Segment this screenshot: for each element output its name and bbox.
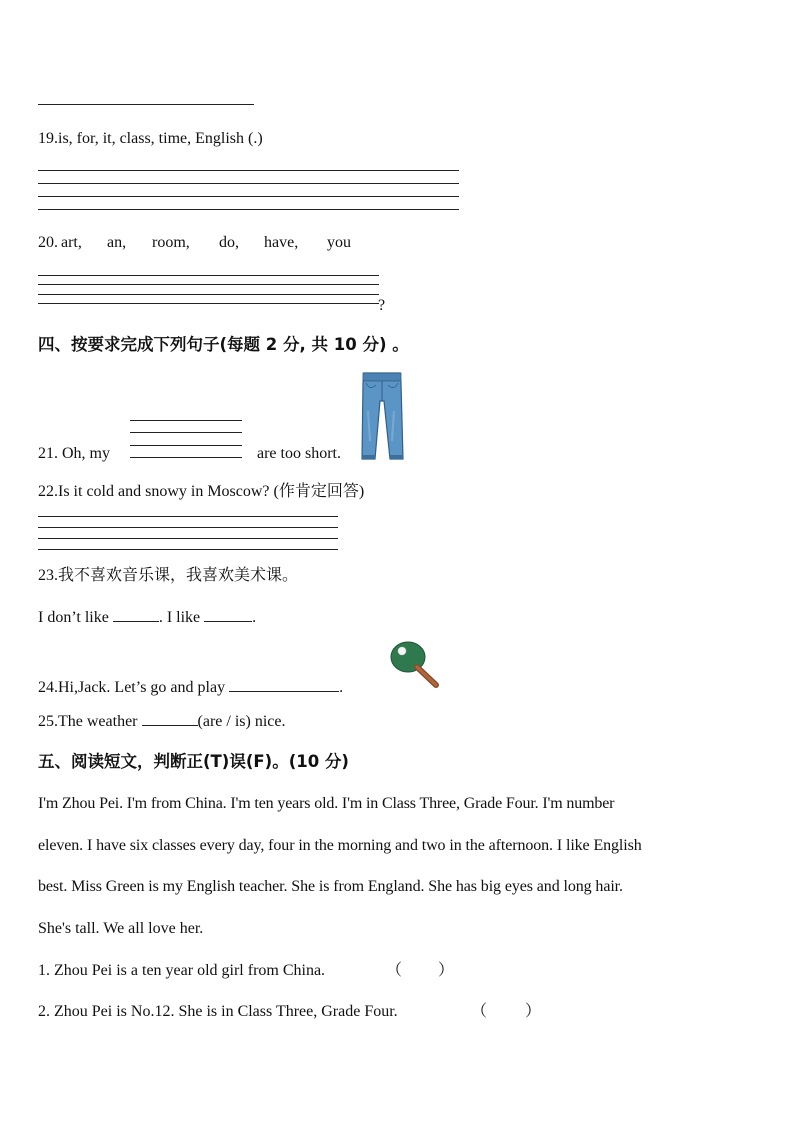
tf-answer-bracket[interactable]: （ ） (471, 1003, 542, 1020)
q22-prompt: 22.Is it cold and snowy in Moscow? (作肯定回答) (38, 483, 365, 500)
q19-prompt: 19.is, for, it, class, time, English (.) (38, 130, 263, 147)
tf-question (38, 1002, 398, 1022)
passage-line: best. Miss Green is my English teacher. She is from England. She has big eyes and long hair. (38, 878, 623, 895)
answer-line (130, 432, 242, 433)
q23-blank-1[interactable] (113, 607, 159, 622)
answer-line (38, 303, 379, 304)
tf-question-text: 1. Zhou Pei is a ten year old girl from China. (38, 962, 326, 979)
q25-after: (are / is) nice. (197, 713, 286, 730)
q21-text-before: 21. Oh, my (38, 445, 110, 462)
q23-part3: . (252, 609, 257, 626)
section-4-heading: 四、按要求完成下列句子(每题 2 分, 共 10 分) 。 (38, 335, 409, 354)
q25-before: 25.The weather (38, 713, 138, 730)
answer-line (38, 516, 338, 517)
q23-sentence (38, 607, 256, 628)
answer-line (130, 420, 242, 421)
answer-line (38, 284, 379, 285)
answer-line (38, 183, 459, 184)
section-5-heading: 五、阅读短文，判断正(T)误(F)。(10 分) (38, 752, 349, 771)
answer-line (38, 538, 338, 539)
tf-question-text: 2. Zhou Pei is No.12. She is in Class Three, Grade Four. (38, 1003, 398, 1020)
q20-word: an, (107, 234, 127, 251)
q20-word: you (327, 234, 351, 251)
tf-answer-bracket[interactable]: （ ） (386, 962, 455, 979)
q25-blank[interactable] (142, 711, 198, 726)
q23-chinese: 23.我不喜欢音乐课，我喜欢美术课。 (38, 567, 299, 584)
answer-line (38, 170, 459, 171)
q24-text: 24.Hi,Jack. Let’s go and play (38, 679, 226, 696)
q20-word: room, (152, 234, 190, 251)
answer-line (130, 445, 242, 446)
q25-sentence (38, 711, 285, 732)
q20-question-mark: ? (378, 297, 386, 314)
q21-text-after: are too short. (257, 445, 341, 462)
answer-line (38, 294, 379, 295)
q23-part2: . I like (158, 609, 201, 626)
answer-line (38, 209, 459, 210)
q23-blank-2[interactable] (204, 607, 252, 622)
answer-line (38, 549, 338, 550)
passage-line: She's tall. We all love her. (38, 920, 204, 937)
passage-line: I'm Zhou Pei. I'm from China. I'm ten years old. I'm in Class Three, Grade Four. I'm number (38, 795, 615, 812)
answer-line (38, 527, 338, 528)
ping-pong-paddle-icon (390, 639, 444, 691)
q20-number: 20. (38, 234, 58, 251)
q20-word: have, (264, 234, 299, 251)
answer-line (130, 457, 242, 458)
answer-line (38, 275, 379, 276)
q24-end: . (339, 679, 344, 696)
q23-part1: I don’t like (38, 609, 109, 626)
q24-blank[interactable] (229, 677, 339, 692)
passage-line: eleven. I have six classes every day, four in the morning and two in the afternoon. I like English (38, 837, 642, 854)
jeans-icon (360, 371, 404, 463)
q24-sentence (38, 677, 343, 698)
answer-line (38, 196, 459, 197)
q20-word: do, (219, 234, 239, 251)
answer-line (38, 104, 254, 105)
tf-question (38, 961, 325, 981)
q20-word: art, (61, 234, 82, 251)
